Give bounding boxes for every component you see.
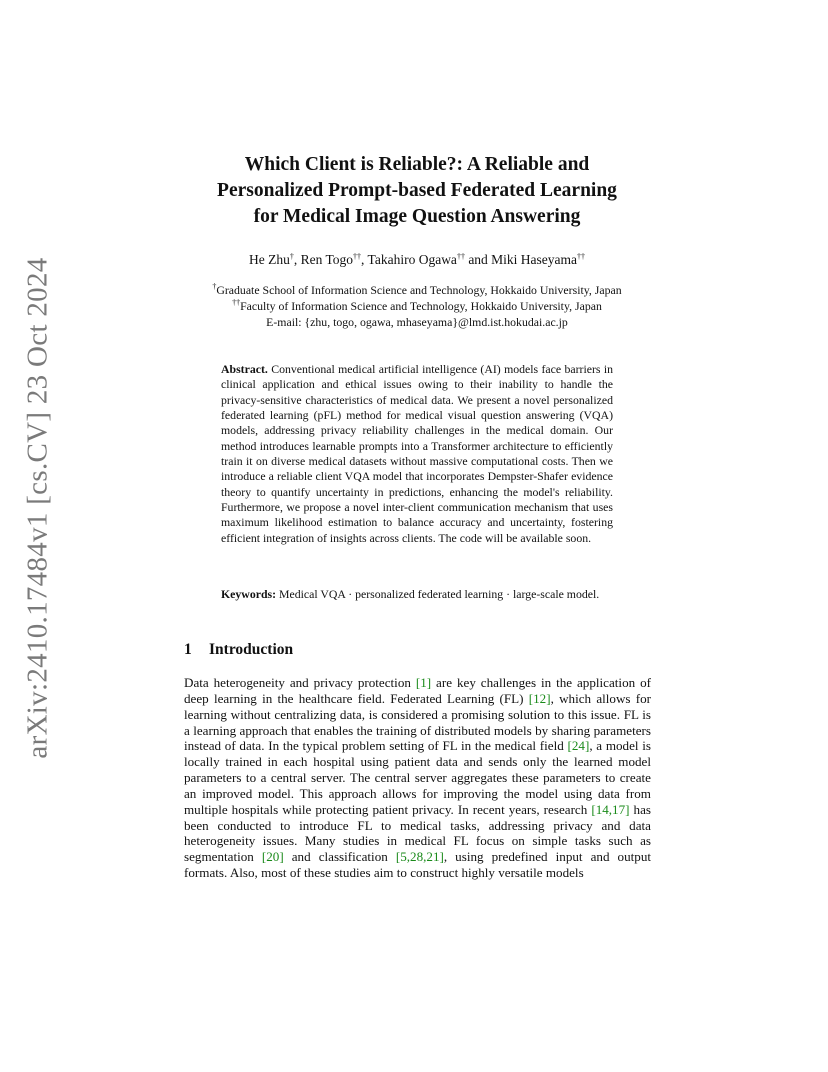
paper-title [150,152,684,230]
affiliation-text: Graduate School of Information Science and Technology, Hokkaido University, Japan [216,283,622,297]
citation-link[interactable]: [14,17] [591,801,630,817]
affiliation-mark: †† [353,252,362,261]
affiliation-line-2 [150,298,684,314]
paragraph-text: , which allows for learning without centralizing data, is considered a promising solution to this issue. FL is a learning approach that enables the training of distributed models by sharing parameters instead of data. In the typical problem setting of FL in the medical field [184,690,651,754]
paragraph-text: Data heterogeneity and privacy protection [184,675,416,690]
abstract-text: Conventional medical artificial intelligence (AI) models face barriers in clinical application and ethical issues owing to their inability to handle the privacy-sensitive characteristics of medical data. We present a novel personalized federated learning (pFL) method for medical visual question answering (VQA) models, addressing privacy reliability challenges in the medical domain. Our method introduces learnable prompts into a Transformer architecture to efficiently train it on diverse medical datasets without massive computational costs. Then we introduce a reliable client VQA model that incorporates Dempster-Shafer evidence theory to quantify uncertainty in predictions, enhancing the model's reliability. Furthermore, we propose a novel inter-client communication mechanism that uses maximum likelihood estimation to balance accuracy and uncertainty, fostering efficient integration of insights across clients. The code will be available soon. [221,362,613,545]
section-heading-introduction [184,641,293,659]
affiliation-mark: †† [577,252,586,261]
abstract [221,362,613,546]
author-list [150,252,684,268]
author-name: , Takahiro Ogawa [361,252,457,267]
author-name: , Ren Togo [293,252,354,267]
introduction-paragraph [184,675,651,881]
title-line-3: for Medical Image Question Answering [253,206,581,227]
citation-link[interactable]: [5,28,21] [395,849,444,865]
section-title: Introduction [209,641,294,658]
paragraph-text: , using predefined input and output formats. Also, most of these studies aim to construct highly versatile models [184,849,652,881]
author-name: He Zhu [248,252,290,267]
citation-link[interactable]: [24] [567,738,590,754]
title-line-2: Personalized Prompt-based Federated Learning [217,180,617,201]
author-name: and Miki Haseyama [464,252,578,267]
paragraph-text: and classification [283,849,396,865]
keywords [221,587,613,602]
contact-email: E-mail: {zhu, togo, ogawa, mhaseyama}@lmd.ist.hokudai.ac.jp [266,315,568,329]
title-line-1: Which Client is Reliable?: A Reliable and [244,154,590,175]
keywords-text: Medical VQA · personalized federated learning · large-scale model. [279,587,600,601]
affiliation-text: Faculty of Information Science and Technology, Hokkaido University, Japan [240,299,602,313]
section-number: 1 [184,641,192,658]
citation-link[interactable]: [1] [415,675,432,690]
citation-link[interactable]: [20] [261,849,284,865]
affiliation-mark: †† [456,252,465,261]
paragraph-text: , a model is locally trained in each hospital using patient data and sends only the learned model parameters to a central server. The central server aggregates these parameters to create an improved model. This approach allows for improving the model using data from multiple hospitals while protecting patient privacy. In recent years, research [184,738,652,817]
abstract-label: Abstract. [221,362,268,376]
paragraph-text: has been conducted to introduce FL to medical tasks, addressing privacy and data heterogeneity issues. Many studies in medical FL focus on simple tasks such as segmentation [184,801,651,865]
arxiv-identifier-text: arXiv:2410.17484v1 [cs.CV] 23 Oct 2024 [21,257,54,759]
paragraph-text: are key challenges in the application of deep learning in the healthcare field. Federated Learning (FL) [184,675,651,706]
affiliation-mark: † [289,252,294,261]
affiliations [150,282,684,330]
affiliation-line-1 [150,282,684,298]
citation-link[interactable]: [12] [528,690,551,706]
keywords-label: Keywords: [221,587,277,601]
affiliation-mark: †† [232,298,241,307]
affiliation-mark: † [212,282,217,291]
